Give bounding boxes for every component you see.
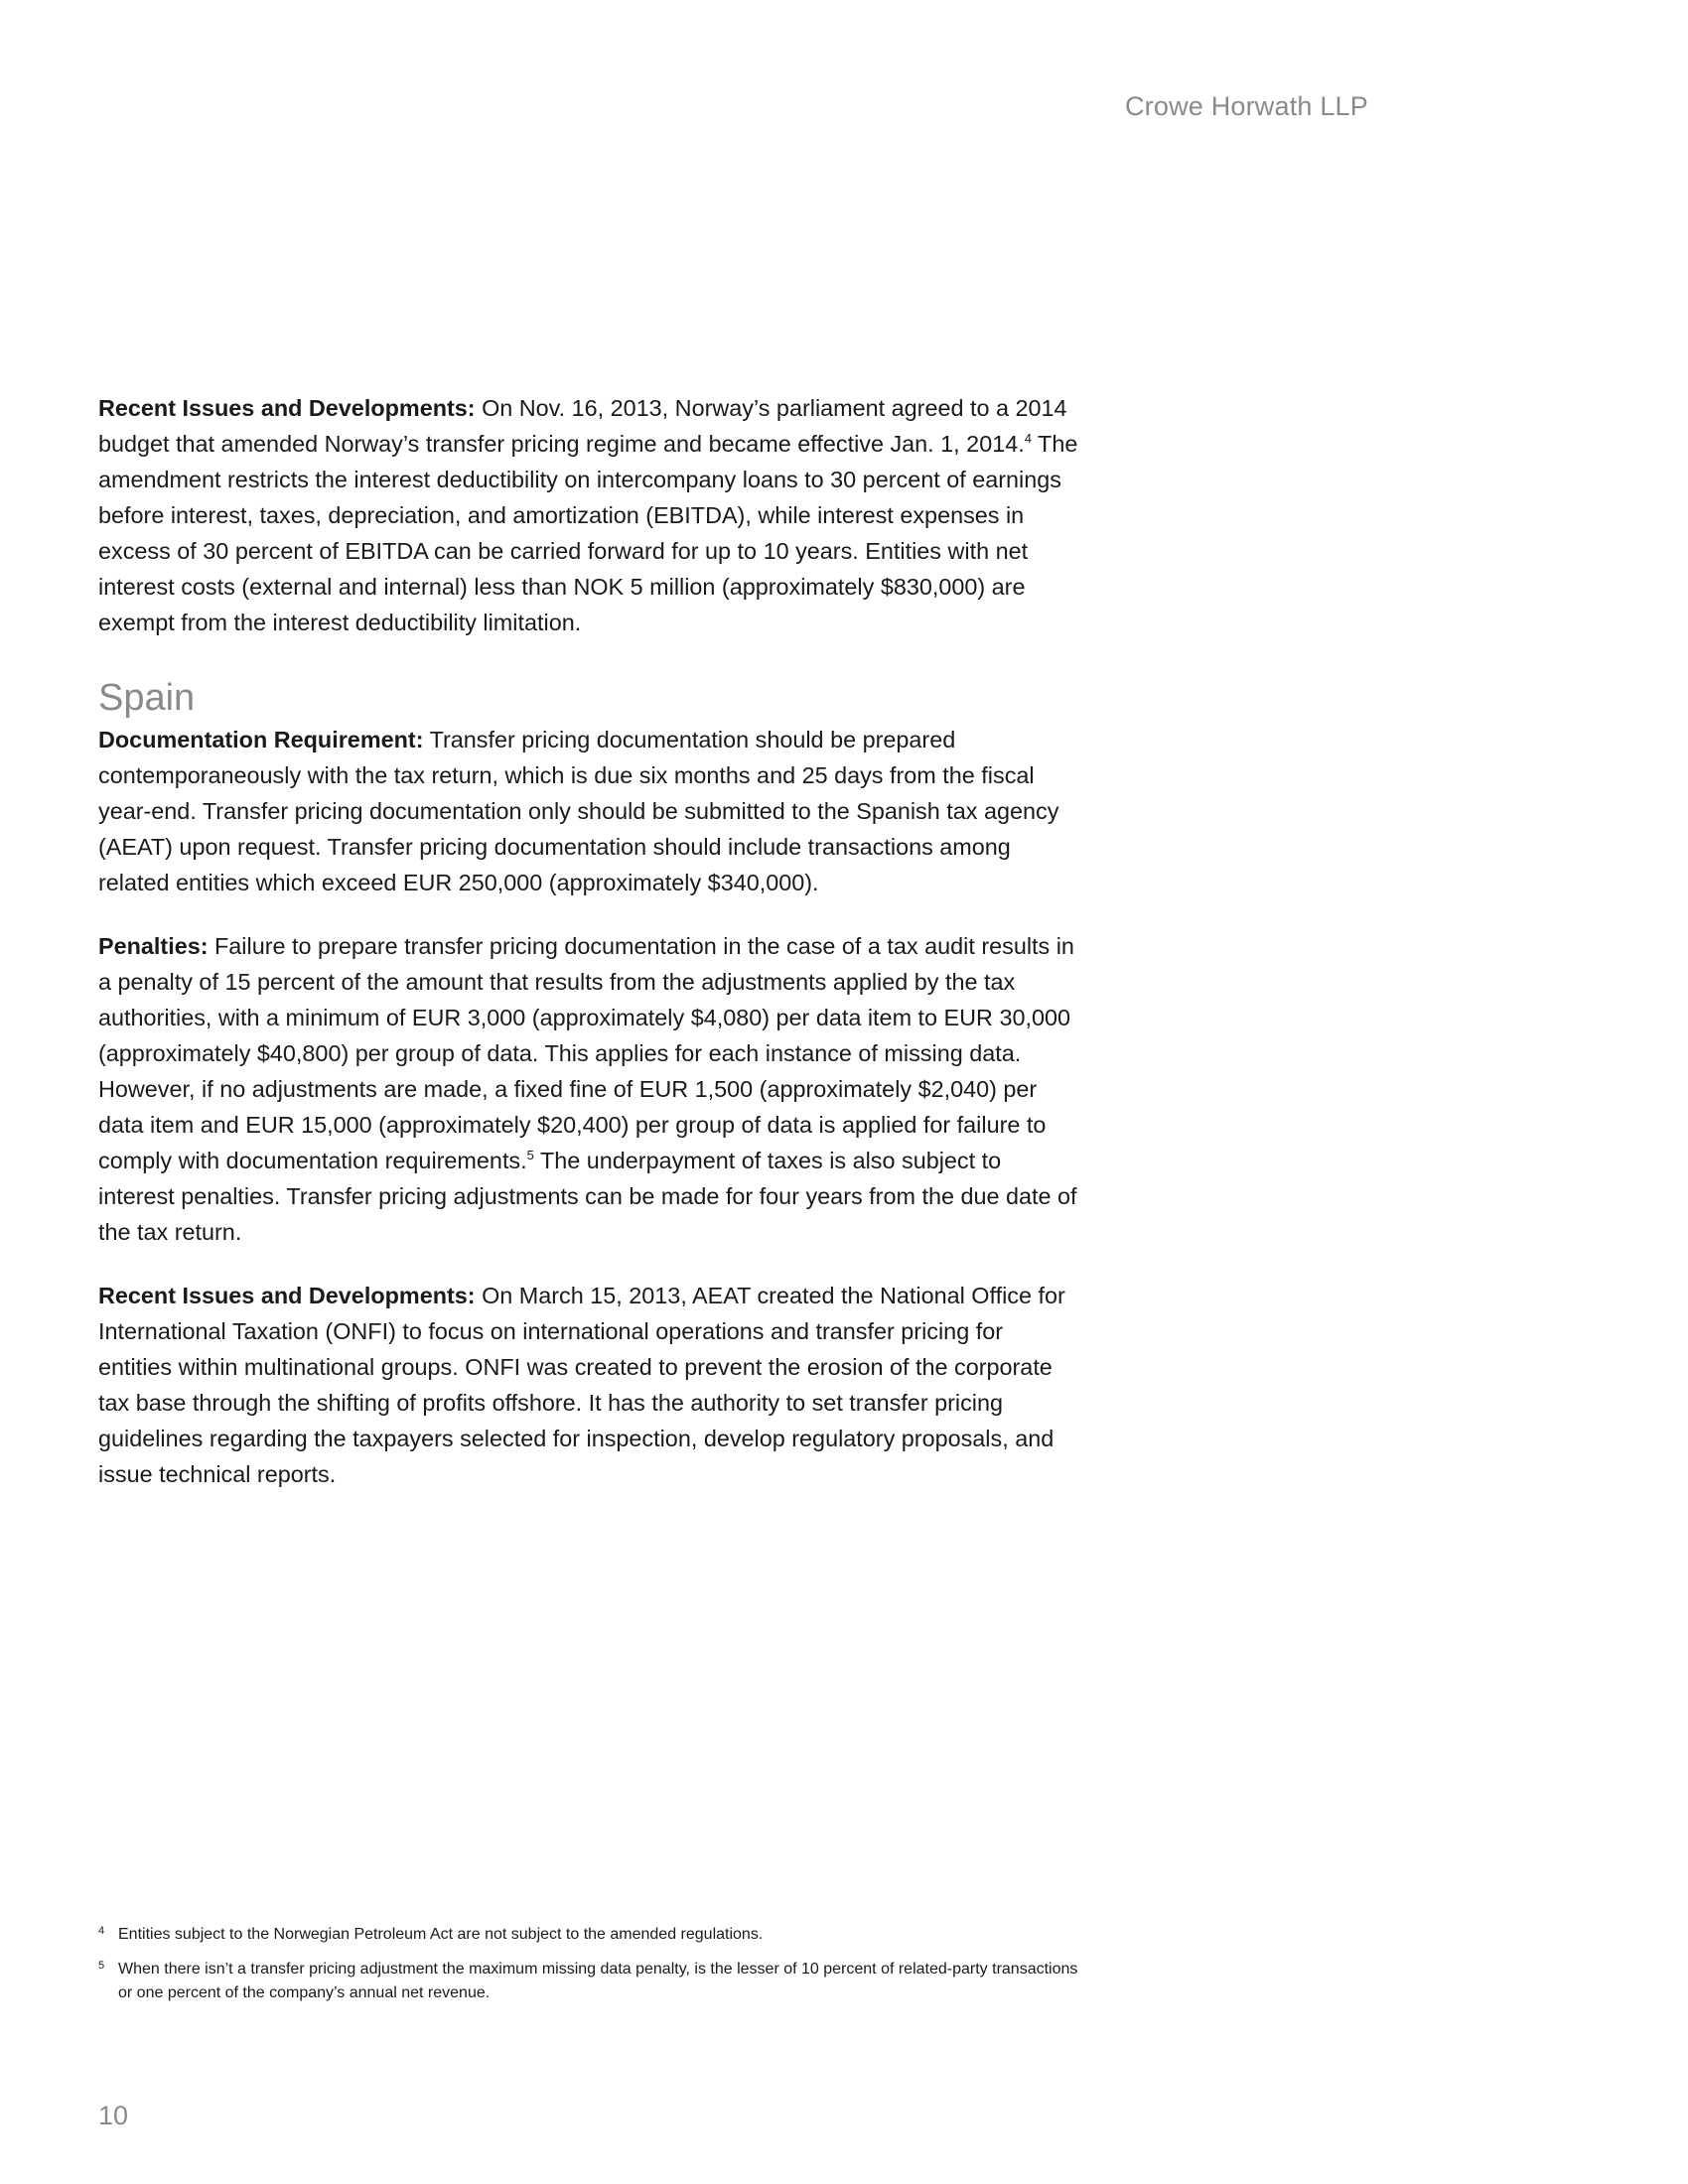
footnote-5 — [98, 1958, 1091, 2005]
footnote-text: Entities subject to the Norwegian Petroleum Act are not subject to the amended regulations. — [118, 1926, 764, 1943]
paragraph-text: Transfer pricing documentation should be prepared contemporaneously with the tax return, which is due six months and 25 days from the fiscal year-end. Transfer pricing documentation only should be submitted to the Spanish tax agency (AEAT) upon request. Transfer pricing documentation should include transactions among related entities which exceed EUR 250,000 (approximately $340,000). — [98, 727, 1059, 895]
spain-penalties — [98, 928, 1081, 1250]
footnote-mark: 5 — [98, 1960, 105, 1972]
norway-recent-developments — [98, 390, 1081, 640]
footnotes — [98, 1923, 1091, 2016]
footnote-mark: 4 — [98, 1925, 105, 1937]
footnote-text: When there isn’t a transfer pricing adjustment the maximum missing data penalty, is the lesser of 10 percent of related-party transactions or one percent of the company’s annual net revenue. — [118, 1961, 1078, 2001]
section-heading-spain: Spain — [98, 677, 196, 719]
spain-recent-developments — [98, 1278, 1081, 1492]
paragraph-text: On Nov. 16, 2013, Norway’s parliament agreed to a 2014 budget that amended Norway’s transfer pricing regime and became effective Jan. 1, 2014. — [98, 395, 1067, 457]
paragraph-lead: Penalties: — [98, 933, 209, 959]
footnote-ref-4: 4 — [1024, 431, 1032, 447]
paragraph-lead: Recent Issues and Developments: — [98, 1283, 476, 1308]
main-content — [98, 390, 1081, 1520]
firm-name-header: Crowe Horwath LLP — [1124, 91, 1368, 121]
paragraph-text: The underpayment of taxes is also subject to interest penalties. Transfer pricing adjustments can be made for four years from the due date of the tax return. — [98, 1148, 1077, 1245]
paragraph-text: Failure to prepare transfer pricing documentation in the case of a tax audit results in a penalty of 15 percent of the amount that results from the adjustments applied by the tax authorities, with a minimum of EUR 3,000 (approximately $4,080) per data item to EUR 30,000 (approximately $40,800) per group of data. This applies for each instance of missing data. However, if no adjustments are made, a fixed fine of EUR 1,500 (approximately $2,040) per data item and EUR 15,000 (approximately $20,400) per group of data is applied for failure to comply with documentation requirements. — [98, 933, 1074, 1173]
footnote-ref-5: 5 — [526, 1148, 534, 1163]
paragraph-text: The amendment restricts the interest deductibility on intercompany loans to 30 percent of earnings before interest, taxes, depreciation, and amortization (EBITDA), while interest expenses in excess of 30 percent of EBITDA can be carried forward for up to 10 years. Entities with net interest costs (external and internal) less than NOK 5 million (approximately $830,000) are exempt from the interest deductibility limitation. — [98, 431, 1078, 635]
paragraph-lead: Recent Issues and Developments: — [98, 395, 476, 421]
footnote-4 — [98, 1923, 1091, 1947]
spain-documentation-requirement — [98, 722, 1081, 900]
paragraph-text: On March 15, 2013, AEAT created the National Office for International Taxation (ONFI) to focus on international operations and transfer pricing for entities within multinational groups. ONFI was created to prevent the erosion of the corporate tax base through the shifting of profits offshore. It has the authority to set transfer pricing guidelines regarding the taxpayers selected for inspection, develop regulatory proposals, and issue technical reports. — [98, 1283, 1065, 1487]
page-number: 10 — [98, 2101, 129, 2130]
paragraph-lead: Documentation Requirement: — [98, 727, 424, 752]
